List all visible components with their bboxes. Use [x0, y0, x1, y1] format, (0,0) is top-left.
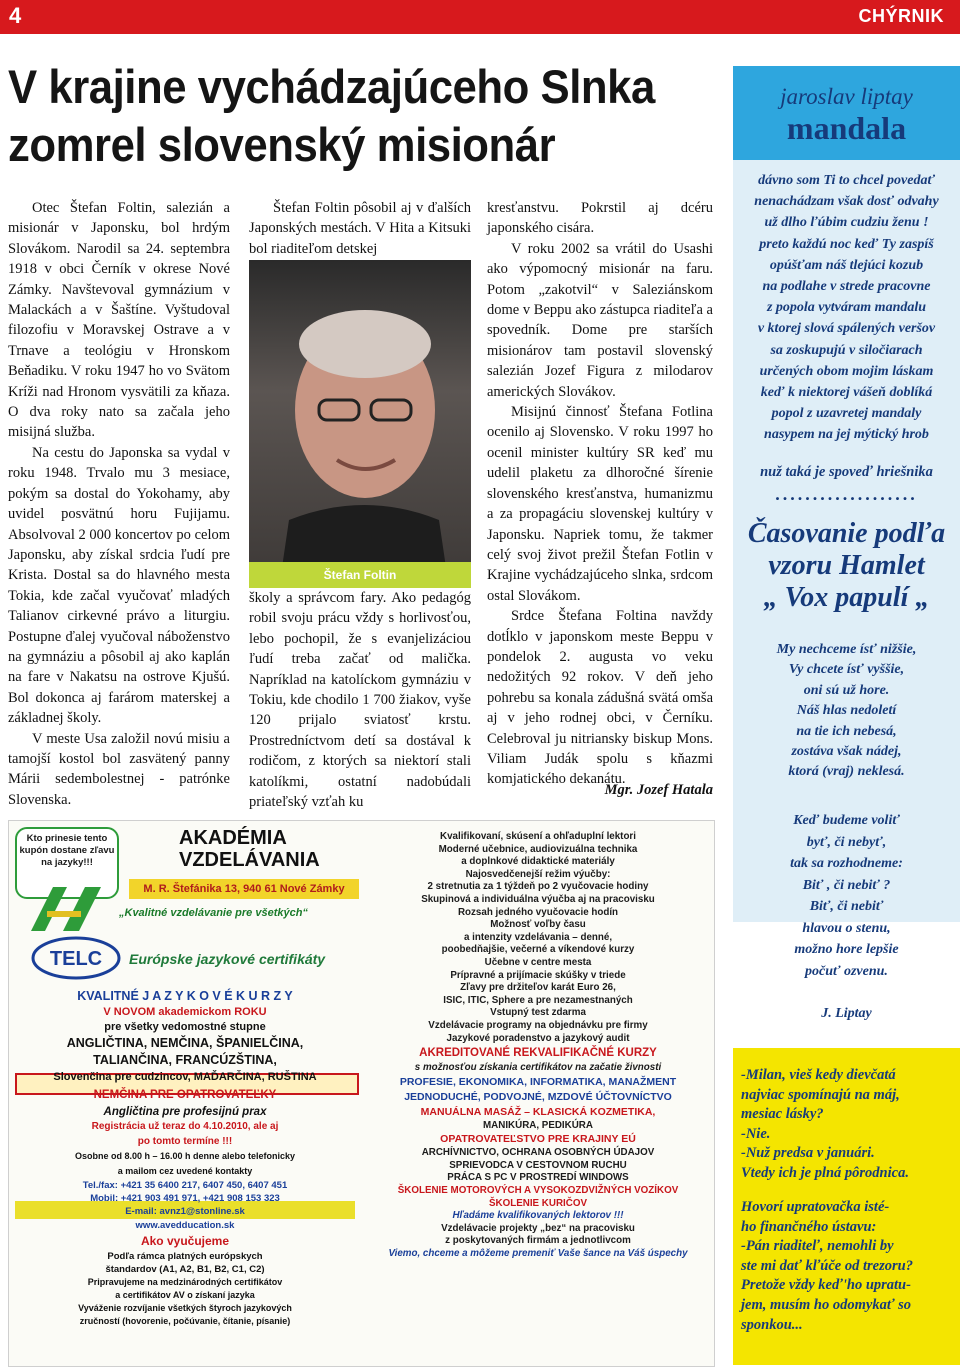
headline-line-1: V krajine vychádzajúceho Slnka: [8, 60, 655, 113]
article-column-1: [8, 198, 230, 810]
poem-line: Náš hlas nedoletí: [796, 703, 897, 719]
joke-line: jem, musím ho odomykať so: [741, 1296, 912, 1313]
ad-line: TALIANČINA, FRANCÚZŠTINA,: [93, 1053, 277, 1067]
ad-line: PRÁCA S PC V PROSTREDÍ WINDOWS: [447, 1172, 629, 1184]
ad-line: NEMČINA PRE OPATROVATEĽKY: [93, 1089, 277, 1101]
ad-line: Vstupný test zdarma: [490, 1007, 586, 1019]
page-number: 4: [9, 3, 22, 28]
ad-line: Osobne od 8.00 h – 16.00 h denne alebo telefonicky: [74, 1151, 296, 1161]
ad-line: Vzdelávacie programy na objednávku pre firmy: [428, 1019, 648, 1031]
ad-line: Vyváženie rozvíjanie všetkých štyroch jazykových: [78, 1303, 292, 1313]
joke-line: Hovorí upratovačka isté-: [741, 1199, 890, 1215]
ad-line: po tomto termíne !!!: [137, 1136, 233, 1147]
poem-line: Keď budeme voliť: [793, 813, 900, 828]
poem-line: v ktorej slová spálených veršov: [757, 321, 936, 337]
poem-line: popol z uzavretej mandaly: [771, 406, 922, 422]
svg-text:TELC: TELC: [49, 948, 103, 970]
ad-line: zručností (hovorenie, počúvanie, čítanie, písanie): [79, 1316, 291, 1326]
title-line: „ Vox papulí „: [763, 582, 930, 613]
poem-line: nenachádzam však dosť odvahy: [754, 194, 939, 210]
poem-line: z popola vytváram mandalu: [766, 300, 927, 316]
joke-line: najviac spomínajú na máj,: [741, 1086, 900, 1103]
article-headline: [8, 58, 678, 174]
article-column-3: [487, 198, 713, 790]
joke-line: mesiac lásky?: [741, 1106, 824, 1123]
ad-line: Učebne v centre mesta: [484, 956, 592, 968]
telc-tagline: Európske jazykové certifikáty: [129, 951, 326, 967]
joke-line: -Pán riaditeľ, nemohli by: [741, 1238, 894, 1255]
joke-line: sponkou...: [741, 1316, 803, 1333]
ad-left-panel: [9, 821, 359, 1366]
poet-name: jaroslav liptay: [780, 84, 913, 109]
ad-line: JEDNODUCHÉ, PODVOJNÉ, MZDOVÉ ÚČTOVNÍCTVO: [404, 1090, 672, 1103]
ad-right-panel: [359, 821, 714, 1366]
article-author: Mgr. Jozef Hatala: [604, 782, 713, 798]
ad-line: ANGLIČTINA, NEMČINA, ŠPANIELČINA,: [66, 1036, 304, 1050]
poem-line: sa zoskupujú v siločiarach: [770, 342, 923, 358]
ad-line: a certifikátov AV o získaní jazyka: [115, 1290, 255, 1300]
section-name: CHÝRNIK: [858, 6, 944, 26]
poem-line: My nechceme ísť nižšie,: [776, 642, 917, 657]
ad-line: poobedňajšie, večerné a víkendové kurzy: [441, 944, 635, 956]
joke-line: ste mi dať kľúče od trezoru?: [741, 1257, 913, 1274]
poem-line: opúšťam náš tlejúci kozub: [769, 257, 924, 273]
academy-name-line: AKADÉMIA: [179, 827, 287, 849]
joke-line: -Milan, vieš kedy dievčatá: [741, 1067, 896, 1083]
joke-line: Pretože vždy keď'ho upratu-: [741, 1277, 911, 1294]
poem-line: Biť, či nebiť: [809, 899, 884, 914]
academy-slogan: „Kvalitné vzdelávanie pre všetkých“: [119, 907, 308, 919]
ad-line: Tel./fax: +421 35 6400 217, 6407 450, 6407 451: [82, 1180, 288, 1191]
ad-line: Najosvedčenejší režim výučby:: [465, 868, 611, 880]
av-logo-icon: [27, 883, 105, 933]
poem-line: keď k niektorej vášeň doblíká: [760, 385, 933, 401]
paragraph: školy a správcom fary. Ako pedagóg robil svoju prácu vždy s horlivosťou, lebo pochopil, že s evanjelizáciou ľudí treba začať od malička. Napríklad na katolíckom gymnáziu v Tokiu, kde chodilo 1 700 žiakov, vyše 120 prijalo sviatosť krstu. Prostredníctvom detí sa dostával k rodičom, z ktorých sa niektorí stali katolíkmi, ostatní nadobúdali priateľský vzťah ku: [249, 590, 471, 811]
poem-line: možno hore lepšie: [794, 942, 899, 957]
ad-line: ŠKOLENIE KURIČOV: [489, 1197, 587, 1209]
top-bar: [0, 0, 960, 34]
ad-line: Pripravujeme na medzinárodných certifikátov: [87, 1277, 283, 1287]
ad-line: KVALITNÉ J A Z Y K O V É K U R Z Y: [77, 989, 293, 1003]
ad-line: Podľa rámca platných európskych: [107, 1251, 263, 1262]
ad-line: E-mail: avnz1@stonline.sk: [125, 1206, 245, 1217]
jokes-box: [733, 1048, 960, 1365]
academy-name: [179, 827, 359, 871]
ad-line: a mailom cez uvedené kontakty: [117, 1166, 253, 1176]
ad-line: Vzdelávacie projekty „bez“ na pracovisku: [441, 1222, 635, 1234]
ad-line: Prípravné a prijímacie skúšky v triede: [450, 969, 626, 981]
headline-line-2: zomrel slovenský misionár: [8, 118, 556, 171]
ad-line: ŠKOLENIE MOTOROVÝCH A VYSOKOZDVIŽNÝCH VOZÍKOV: [397, 1185, 679, 1197]
sidebar-poetry: [733, 66, 960, 1021]
title-line: Časovanie podľa: [747, 518, 946, 549]
ad-line: z poskytovaných firmám a jednotlivcom: [445, 1235, 631, 1247]
joke-line: -Nie.: [741, 1125, 771, 1142]
poem-line: byť, či nebyť,: [806, 834, 887, 850]
coupon-bubble: Kto prinesie tento kupón dostane zľavu na jazyky!!!: [15, 827, 119, 899]
joke-line: -Nuž predsa v januári.: [741, 1145, 875, 1162]
ad-line: Slovenčina pre cudzincov, MAĎARČINA, RUŠTINA: [53, 1071, 317, 1083]
paragraph: Otec Štefan Foltin, salezián a misionár v Japonsku, bol hrdým Slovákom. Narodil sa 24. septembra 1918 v obci Černík v okrese Nové Zámky. Navštevoval gymnázium v Malackách a v Šaštíne. Vyštudoval filozofiu v Moravskej Ostrave a v Trnave a teológiu v Hronskom Beňadiku. V roku 1947 ho vo Svätom Kríži nad Hronom vysvätili za kňaza. O dva roky nato sa začala jeho misijná služba.: [8, 200, 230, 441]
ad-line: a intenzity vzdelávania – denné,: [463, 931, 613, 943]
poem-hamlet-stanza-2: [733, 810, 960, 982]
poem-signature: J. Liptay: [821, 1006, 872, 1021]
poem-line: určených obom mojim láskam: [759, 363, 934, 379]
ad-line: Rozsah jedného vyučovacie hodín: [457, 906, 619, 918]
poem-line: dávno som Ti to chcel povedať: [758, 173, 935, 188]
poem-line: Vy chcete ísť vyššie,: [788, 662, 905, 678]
title-line: vzoru Hamlet: [768, 550, 925, 581]
ad-line: Jazykové poradenstvo a jazykový audit: [446, 1032, 630, 1044]
ad-line: a doplnkové didaktické materiály: [461, 856, 615, 868]
ad-line: Skupinová a individuálna výučba aj na pracovisku: [421, 893, 655, 905]
poem-closing-line: nuž taká je spoveď hriešnika: [760, 464, 933, 480]
paragraph: Na cestu do Japonska sa vydal v roku 1948. Trvalo mu 3 mesiace, pokým sa dostal do Yokohamy, aby uvidel posvätnú horu Fujijamu. Absolvoval 2 000 koncertov po celom Japonsku, aby získal srdcia ľudí pre Krista. Dostal sa do hlavného mesta Tokia, kde začal vyučovať mladých Talianov cirkevné právo a liturgiu. Postupne ďalej vyučoval náboženstvo na gymnáziu a pôsobil aj ako kaplán na fare v Nakatsu na ostrove Kjušú. Bol dokonca aj farárom materskej a základnej školy.: [8, 444, 230, 727]
article-column-2-top: [249, 198, 471, 259]
ad-line: Kvalifikovaní, skúsení a ohľaduplní lektori: [440, 831, 636, 842]
paragraph: Misijnú činnosť Štefana Fotlina ocenilo aj Slovensko. V roku 1997 ho ocenil minister kultúry SR keď mu udelil plaketu za dlhoročné šírenie slovenského kresťanstva, humanizmu a za propagáciu slovenskej kultúry v Japonsku. Napriek tomu, že takmer celý svoj život prežil Štefan Fotlin v Krajine vychádzajúceho slnka, srdcom ostal Slovákom.: [487, 404, 713, 604]
poem-line: tak sa rozhodneme:: [790, 856, 903, 871]
ad-line: SPRIEVODCA V CESTOVNOM RUCHU: [449, 1159, 627, 1171]
portrait-photo: [249, 260, 471, 588]
ad-line: ISIC, ITIC, Sphere a pre nezamestnaných: [443, 994, 633, 1006]
portrait-illustration: [249, 260, 471, 588]
sidebar-header: [733, 66, 960, 160]
paragraph: Srdce Štefana Foltina navždy dotĺklo v japonskom meste Beppu v pondelok 2. augusta vo veku nedožitých 92 rokov. V deň jeho pohrebu sa konala zádušná svätá omša aj v jeho rodnej obci, v Černíku. Celebroval ju nitriansky biskup Mons. Viliam Judák spolu s kňazmi komjatického dekanátu.: [487, 608, 713, 788]
ad-line: PROFESIE, EKONOMIKA, INFORMATIKA, MANAŽMENT: [399, 1075, 677, 1088]
academy-name-line: VZDELÁVANIA: [179, 849, 320, 871]
ad-line: Ako vyučujeme: [140, 1234, 230, 1248]
ad-line: Angličtina pre profesijnú prax: [103, 1106, 267, 1118]
ad-line: Mobil: +421 903 491 971, +421 908 153 323: [90, 1193, 280, 1204]
ad-line: pre všetky vedomostné stupne: [104, 1021, 266, 1033]
paragraph: kresťanstvu. Pokrstil aj dcéru japonského cisára.: [487, 200, 713, 237]
poem-line: preto každú noc keď Ty zaspíš: [759, 236, 934, 252]
poem-line: už dlho ľúbim cudziu ženu !: [764, 215, 929, 231]
poem-line: na podlahe v strede pracovne: [762, 279, 931, 295]
ad-line: Moderné učebnice, audiovizuálna technika: [438, 843, 638, 855]
poem-mandala: [733, 170, 960, 446]
ad-line: štandardov (A1, A2, B1, B2, C1, C2): [105, 1264, 265, 1275]
poem-hamlet-title: [733, 518, 960, 614]
poem-line: ktorá (vraj) neklesá.: [788, 764, 905, 780]
ad-line: 2 stretnutia za 1 týždeň po 2 vyučovacie hodiny: [427, 881, 649, 893]
poem-line: hlavou o stenu,: [802, 920, 891, 936]
academy-advertisement: [8, 820, 715, 1367]
poem-line: počuť ozvenu.: [805, 963, 888, 979]
ad-line: Hľadáme kvalifikovaných lektorov !!!: [452, 1210, 624, 1222]
ad-line: Viemo, chceme a môžeme premeniť Vaše šance na Váš úspechy: [388, 1248, 688, 1260]
joke-line: Vtedy ich je plná pôrodnica.: [741, 1164, 909, 1181]
ad-line: V NOVOM akademickom ROKU: [103, 1006, 267, 1018]
poem-line: na tie ich nebesá,: [796, 723, 897, 739]
poem-hamlet-stanza-1: [733, 640, 960, 783]
academy-address: M. R. Štefánika 13, 940 61 Nové Zámky: [129, 879, 359, 899]
paragraph: V roku 2002 sa vrátil do Usashi ako výpomocný misionár na faru. Potom „zakotvil“ v Saleziánskom dome v Beppu ako zástupca riaditeľa a spovedník. Dome pre starších misionárov tam postavil slovenský salezián Jozef Figura z milodarov amerických Slovákov.: [487, 240, 713, 400]
poem-title: mandala: [786, 110, 907, 146]
separator-dots: ...................: [775, 484, 918, 504]
paragraph: V meste Usa založil novú misiu a tamojší kostol bol zasvätený panny Márii sedembolestnej - patrónke Slovenska.: [8, 730, 230, 808]
joke-2: [741, 1198, 952, 1335]
ad-line: AKREDITOVANÉ REKVALIFIKAČNÉ KURZY: [419, 1047, 657, 1060]
poem-line: nasypem na jej mýtický hrob: [764, 427, 929, 443]
language-course-list: [15, 987, 355, 1328]
ad-line: s možnosťou získania certifikátov na začatie živnosti: [414, 1062, 662, 1074]
ad-line: Zľavy pre držiteľov karát Euro 26,: [460, 982, 616, 994]
poem-line: Biť , či nebiť ?: [802, 877, 891, 893]
course-features-list: [373, 831, 703, 1261]
poem-line: zostáva však nádej,: [791, 744, 902, 760]
ad-line: www.avedducation.sk: [135, 1220, 235, 1231]
poem-line: oni sú už hore.: [803, 682, 890, 698]
ad-line: Možnosť voľby času: [490, 919, 586, 931]
paragraph: Štefan Foltin pôsobil aj v ďalších Japonských mestách. V Hita a Kitsuki bol riaditeľom detskej: [249, 200, 471, 257]
ad-line: MANIKÚRA, PEDIKÚRA: [483, 1119, 593, 1131]
article-column-2-bottom: [249, 588, 471, 812]
telc-logo-icon: [31, 935, 121, 981]
ad-line: Registrácia už teraz do 4.10.2010, ale aj: [91, 1121, 279, 1132]
ad-line: OPATROVATEĽSTVO PRE KRAJINY EÚ: [440, 1133, 636, 1146]
ad-line: ARCHÍVNICTVO, OCHRANA OSOBNÝCH ÚDAJOV: [421, 1147, 655, 1159]
ad-line: MANUÁLNA MASÁŽ – KLASICKÁ KOZMETIKA,: [420, 1105, 656, 1118]
joke-1: [741, 1066, 952, 1184]
photo-caption: Štefan Foltin: [249, 562, 471, 588]
joke-line: ho finančného ústavu:: [741, 1218, 877, 1235]
